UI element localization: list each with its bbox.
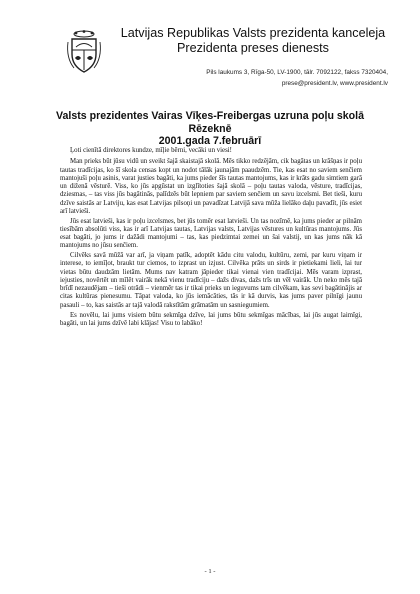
greeting: Ļoti cienītā direktores kundze, mīļie bērni, vecāki un viesi! — [70, 147, 232, 154]
paragraph-3: Cilvēks savā mūžā var arī, ja viņam patīk, adoptēt kādu citu valodu, kultūru, zemi, par kuru viņam ir interese, to iemīļot, braukt tur ciemos, to izprast un izjust. Cilvēka prāts un sirds ir pietiekami lieli, lai tur vietas būtu daudzām lietām. Mums nav katram jāpieder tikai vienai vien tradīcijai. Mēs varam izprast, iejusties, novērtēt un mīlēt vairāk nekā vienu tradīciju – dažs divas, dažs trīs un vēl vairāk. Un neko mēs tajā brīdī nezaudējam – tieši otrādi – vienmēr tas ir tikai prieks un ieguvums tam cilvēkam, kas sevi bagātinājis ar citas kultūras pienesumu. Tāpat valoda, ko jūs iemācāties, tās ir kā durvis, kas jums paver pilnīgi jaunu pasauli – to, kas saistās ar tajā valodā rakstītām grāmatām un sasniegumiem. — [60, 252, 362, 309]
paragraph-4: Es novēlu, lai jums visiem būtu sekmīga dzīve, lai jums būtu sekmīgas mācības, lai jūs augat laimīgi, bagāti, un lai jums dzīvē labi klājas! Visu to labāko! — [60, 311, 362, 327]
paragraph-1: Man prieks būt jūsu vidū un sveikt šajā skaistajā skolā. Mēs tikko redzējām, cik bagātas un krāšņas ir poļu tautas tradīcijas, ko šī skola censas kopt un nodot tālāk jaunajām paaudzēm. Tie, kas esat no saviem senčiem mantojuši poļu asinis, varat justies bagāti, ka jums pieder šīs tautas mantojums, kas ir krāts gadu simtiem garā un diženā vēsturē. Viss, ko jūs apgūstat un izglītoties šajā skolā – poļu tautas valoda, vēsture, tradīcijas, dziesmas, – tas viss jūs bagātinās, palīdzēs būt lepniem par saviem senčiem un savu izcelsmi. Bet tieši, kuru dzīve saistās ar Latviju, kas esat Latvijas pilsoņi un pavadīzat Latvijā sava mūža lielāko daļu pavadīt, jūs esiet arī latvieši. — [60, 158, 362, 215]
coat-of-arms-icon — [64, 28, 104, 74]
title-line-2: 2001.gada 7.februārī — [158, 135, 262, 148]
contact-line-2: prese@president.lv, www.president.lv — [281, 79, 388, 87]
page-number: - 1 - — [204, 568, 216, 575]
organization-line-1: Latvijas Republikas Valsts prezidenta kanceleja — [120, 26, 386, 40]
title-line-1: Valsts prezidentes Vairas Vīķes-Freibergas uzruna poļu skolā Rēzeknē — [56, 110, 364, 135]
paragraph-2: Jūs esat latvieši, kas ir poļu izcelsmes, bet jūs tomēr esat latvieši. Un tas nozīmē, ka jums pieder ar pilnām tiesībām absolūti viss, kas ir arī Latvijas tautas, Latvijas valsts, Latvijas vēstures un kultūras mantojums. Jūs esat bagāti, jo jums ir dažādi mantojumi – tas, kas piedzimtai zemei un šai valstij, un kas jums nāk kā mantojums no jūsu senčiem. — [60, 217, 362, 250]
contact-line-1: Pils laukums 3, Rīga-50, LV-1900, tālr. 7092122, fakss 7320404, — [206, 69, 388, 76]
contact-info — [118, 68, 388, 89]
letterhead — [56, 26, 386, 114]
speech-body — [60, 147, 362, 330]
organization-name — [118, 26, 388, 56]
document-title — [40, 110, 380, 148]
organization-line-2: Prezidenta preses dienests — [177, 41, 329, 55]
